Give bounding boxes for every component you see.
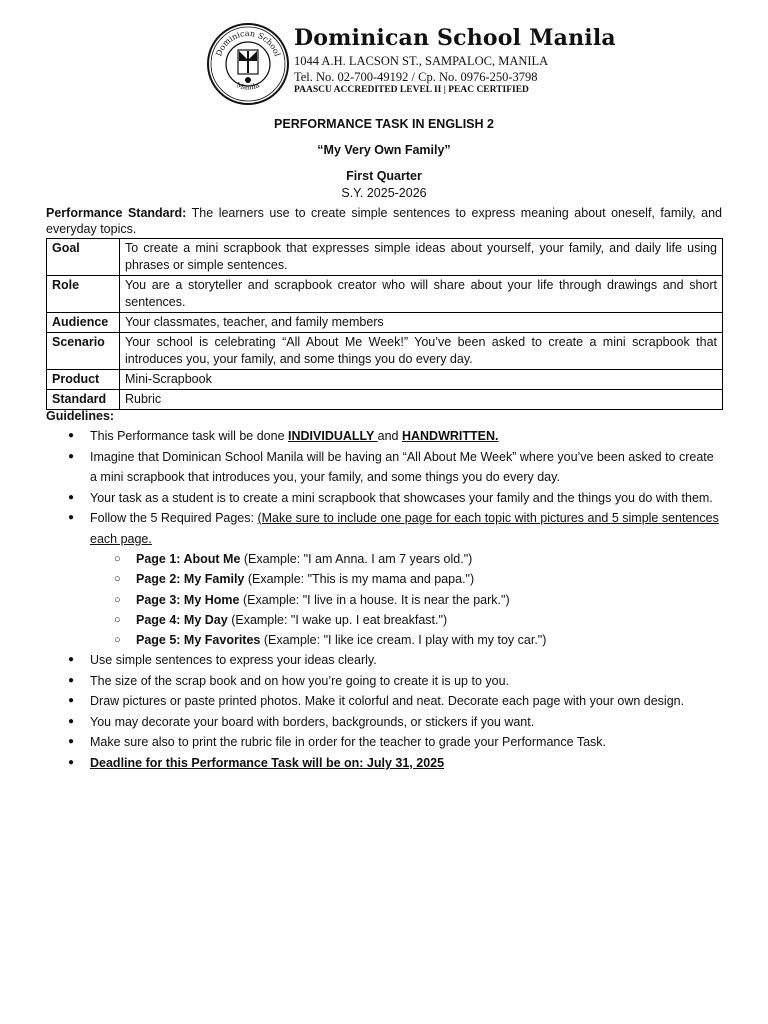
table-row bbox=[47, 313, 723, 333]
table-row bbox=[47, 390, 723, 410]
svg-text:Dominican School: Dominican School bbox=[214, 28, 282, 58]
page-label: Page 2: My Family bbox=[136, 572, 245, 587]
page-label: Page 5: My Favorites bbox=[136, 633, 261, 648]
list-item bbox=[90, 630, 724, 650]
page-label: Page 1: About Me bbox=[136, 552, 241, 566]
list-item: ● Use simple sentences to express your ideas clearly. bbox=[46, 650, 724, 671]
guidelines-list bbox=[46, 426, 724, 773]
page-example: (Example: "I like ice cream. I play with my toy car.") bbox=[260, 633, 547, 648]
title-block bbox=[0, 118, 768, 200]
table-row bbox=[47, 370, 723, 390]
row-key: Role bbox=[47, 276, 120, 313]
list-item: ● Draw pictures or paste printed photos. Make it colorful and neat. Decorate each page with your own design. bbox=[46, 691, 724, 712]
list-item: ● The size of the scrap book and on how you’re going to create it is up to you. bbox=[46, 671, 724, 692]
row-key: Audience bbox=[47, 313, 120, 333]
row-value: Rubric bbox=[120, 390, 723, 410]
school-contact: Tel. No. 02-700-49192 / Cp. No. 0976-250-3798 bbox=[294, 70, 538, 84]
table-row bbox=[47, 333, 723, 370]
guideline-emphasis: HANDWRITTEN. bbox=[401, 429, 499, 443]
guideline-underlined: (Make sure to include one page for each topic with pictures and 5 simple sentences each page. bbox=[90, 511, 719, 546]
list-item: ● Make sure also to print the rubric file in order for the teacher to grade your Performance Task. bbox=[46, 732, 724, 753]
school-address: 1044 A.H. LACSON ST., SAMPALOC, MANILA bbox=[294, 54, 549, 68]
page-example: (Example: "I live in a house. It is near the park.") bbox=[239, 592, 510, 607]
page-example: (Example: "This is my mama and papa.") bbox=[244, 572, 475, 587]
row-value: Your classmates, teacher, and family members bbox=[120, 313, 723, 333]
table-row bbox=[47, 276, 723, 313]
page-example: (Example: "I wake up. I eat breakfast.") bbox=[227, 612, 448, 627]
task-title: PERFORMANCE TASK IN ENGLISH 2 bbox=[274, 117, 494, 131]
school-name: Dominican School Manila bbox=[294, 25, 616, 51]
required-pages-list bbox=[90, 549, 724, 650]
guidelines-title: Guidelines: bbox=[46, 409, 115, 423]
guideline-text: and bbox=[377, 429, 402, 443]
list-item bbox=[90, 590, 724, 610]
list-item: ● Your task as a student is to create a mini scrapbook that showcases your family and the things you do with them. bbox=[46, 488, 724, 509]
quarter-label: First Quarter bbox=[346, 169, 422, 183]
list-item bbox=[46, 753, 724, 774]
row-key: Product bbox=[47, 370, 120, 390]
grasps-table bbox=[46, 238, 723, 410]
letterhead bbox=[206, 22, 616, 106]
svg-text:Manila: Manila bbox=[235, 81, 261, 92]
guideline-text: This Performance task will be done bbox=[90, 429, 289, 443]
list-item: ● You may decorate your board with borders, backgrounds, or stickers if you want. bbox=[46, 712, 724, 733]
list-item bbox=[90, 549, 724, 569]
guideline-emphasis: INDIVIDUALLY bbox=[288, 429, 378, 443]
list-item: ● Imagine that Dominican School Manila will be having an “All About Me Week” where you’ve been asked to create a mini scrapbook that introduces you, your family, and some things you do every day. bbox=[46, 447, 724, 488]
deadline-text: Deadline for this Performance Task will be on: July 31, 2025 bbox=[90, 755, 445, 770]
task-theme: “My Very Own Family” bbox=[317, 143, 451, 157]
performance-standard bbox=[46, 205, 722, 237]
performance-standard-label: Performance Standard: bbox=[46, 206, 187, 220]
page-example: (Example: "I am Anna. I am 7 years old.") bbox=[240, 552, 473, 566]
row-value: Mini-Scrapbook bbox=[120, 370, 723, 390]
list-item bbox=[90, 569, 724, 589]
row-key: Scenario bbox=[47, 333, 120, 370]
school-accreditation: PAASCU ACCREDITED LEVEL II | PEAC CERTIFIED bbox=[294, 85, 529, 95]
performance-standard-text: The learners use to create simple sentences to express meaning about oneself, family, and everyday topics. bbox=[46, 206, 723, 236]
list-item bbox=[46, 426, 724, 447]
page-label: Page 3: My Home bbox=[136, 592, 240, 607]
school-seal-icon bbox=[206, 22, 290, 106]
row-value: You are a storyteller and scrapbook creator who will share about your life through drawings and short sentences. bbox=[120, 276, 723, 313]
page-label: Page 4: My Day bbox=[136, 612, 228, 627]
row-value: To create a mini scrapbook that expresses simple ideas about yourself, your family, and daily life using phrases or simple sentences. bbox=[120, 239, 723, 276]
school-year: S.Y. 2025-2026 bbox=[341, 186, 427, 200]
list-item bbox=[46, 508, 724, 650]
row-value: Your school is celebrating “All About Me Week!” You’ve been asked to create a mini scrapbook that introduces you, your family, and some things you do every day. bbox=[120, 333, 723, 370]
list-item bbox=[90, 610, 724, 630]
guideline-text: Follow the 5 Required Pages: bbox=[90, 511, 258, 525]
row-key: Goal bbox=[47, 239, 120, 276]
table-row bbox=[47, 239, 723, 276]
row-key: Standard bbox=[47, 390, 120, 410]
